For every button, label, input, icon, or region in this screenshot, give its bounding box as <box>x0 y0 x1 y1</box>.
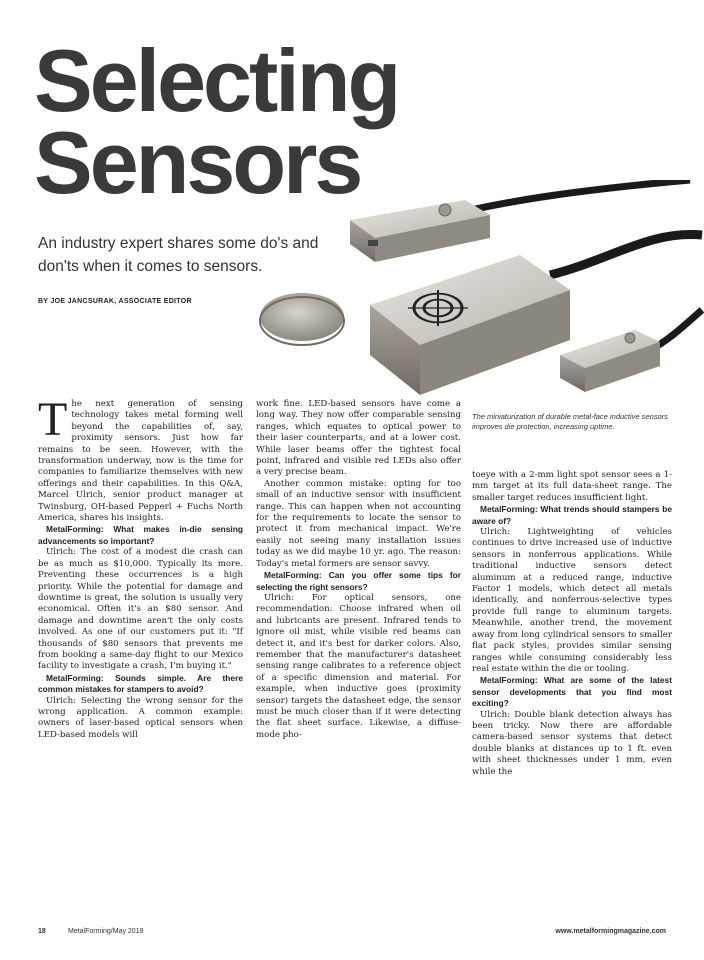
paragraph: Ulrich: For optical sensors, one recommendation: Choose infrared when oil and lubricants are present. Infrared tends to ignore oil mist, while visible red beams can detect it, and it's best for darker colors. Also, remember that the manufacturer's datasheet sensing range calibrates to a reference object of a specific dimension and material. For example, when inductive goes (proximity sensor) targets the datasheet edge, the sensor must be much closer than if it were detecting the flat sheet surface. Likewise, a diffuse-mode pho- <box>256 592 461 740</box>
title-line-2: Sensors <box>34 113 361 212</box>
paragraph: work fine. LED-based sensors have come a long way. They now offer comparable sensing ranges, which equates to optical power to their laser counterparts, and at a lower cost. While laser beams offer the tightest focal point, infrared and visible red LEDs also offer a very precise beam. <box>256 399 461 478</box>
article-deck: An industry expert shares some do's and don'ts when it comes to sensors. <box>38 235 319 275</box>
page-number: 18 <box>38 928 46 935</box>
paragraph: Ulrich: The cost of a modest die crash can be as much as $10,000. Typically its more. Preventing these occurrences is a high priority. While the potential for damage and downtime is great, the solution is usually very economical. Often it's an $80 sensor. And damage and downtime aren't the only costs involved. As one of our customers put it: "If thousands of $80 sensors that prevents me from booking a same-day flight to our Mexico facility to investigate a crash, I'm buying it." <box>38 547 243 672</box>
paragraph: Ulrich: Lightweighting of vehicles continues to drive increased use of inductive sensors in nonferrous applications. While traditional inductive sensors detect aluminum at a reduced range, inductive Factor 1 models, which detect all metals identically, and nonferrous-selective types provide full range to aluminum targets. Meanwhile, another trend, the movement away from long cylindrical sensors to smaller flat pack styles, provides similar sensing ranges while consuming considerably less real estate within the die or tooling. <box>472 527 672 674</box>
column-2 <box>256 399 461 741</box>
byline: BY JOE JANCSURAK, ASSOCIATE EDITOR <box>38 298 192 305</box>
question: MetalForming: Can you offer some tips for selecting the right sensors? <box>256 570 461 592</box>
paragraph: The next generation of sensing technology takes metal forming well beyond the capabilities of, say, proximity sensors. Just how far remains to be seen. However, with the transformation underway, now is the time for companies to familiarize themselves with new offerings and their capabilities. In this Q&A, Marcel Ulrich, senior product manager at Twinsburg, OH-based Pepperl + Fuchs North America, shares his insights. <box>38 393 243 524</box>
drop-cap: T <box>38 393 68 446</box>
question: MetalForming: Sounds simple. Are there common mistakes for stampers to avoid? <box>38 672 243 695</box>
sensor-photo <box>250 180 704 420</box>
paragraph: toeye with a 2-mm light spot sensor sees a 1-mm target at its full data-sheet range. The smaller target reduces insufficient light. <box>472 470 672 503</box>
title-line-1: Selecting <box>34 31 399 130</box>
paragraph: Another common mistake: opting for too small of an inductive sensor with insufficient range. This can happen when not accounting for the requirements to locate the sensor to protect it from mechanical impact. We're easily not seeing many installation issues today as we did maybe 10 yr. ago. The reason: Today's metal formers are sensor savvy. <box>256 478 461 569</box>
column-3 <box>472 470 672 778</box>
website-url: www.metalformingmagazine.com <box>555 928 666 935</box>
question: MetalForming: What are some of the latest sensor developments that you find most exciting? <box>472 675 672 709</box>
magazine-issue: MetalForming/May 2019 <box>68 928 144 935</box>
paragraph: Ulrich: Selecting the wrong sensor for the wrong application. A common example: owners of laser-based optical sensors when LED-based models will <box>38 695 243 740</box>
question: MetalForming: What trends should stampers be aware of? <box>472 504 672 526</box>
photo-caption: The miniaturization of durable metal-face inductive sensors improves die protection, increasing uptime. <box>472 412 668 431</box>
paragraph: Ulrich: Double blank detection always has been tricky. Now there are affordable camera-based sensor systems that detect double blanks at distances up to 1 ft. even with sheet thicknesses under 1 mm, even while the <box>472 709 672 777</box>
column-1 <box>38 393 243 741</box>
question: MetalForming: What makes in-die sensing advancements so important? <box>38 524 243 546</box>
